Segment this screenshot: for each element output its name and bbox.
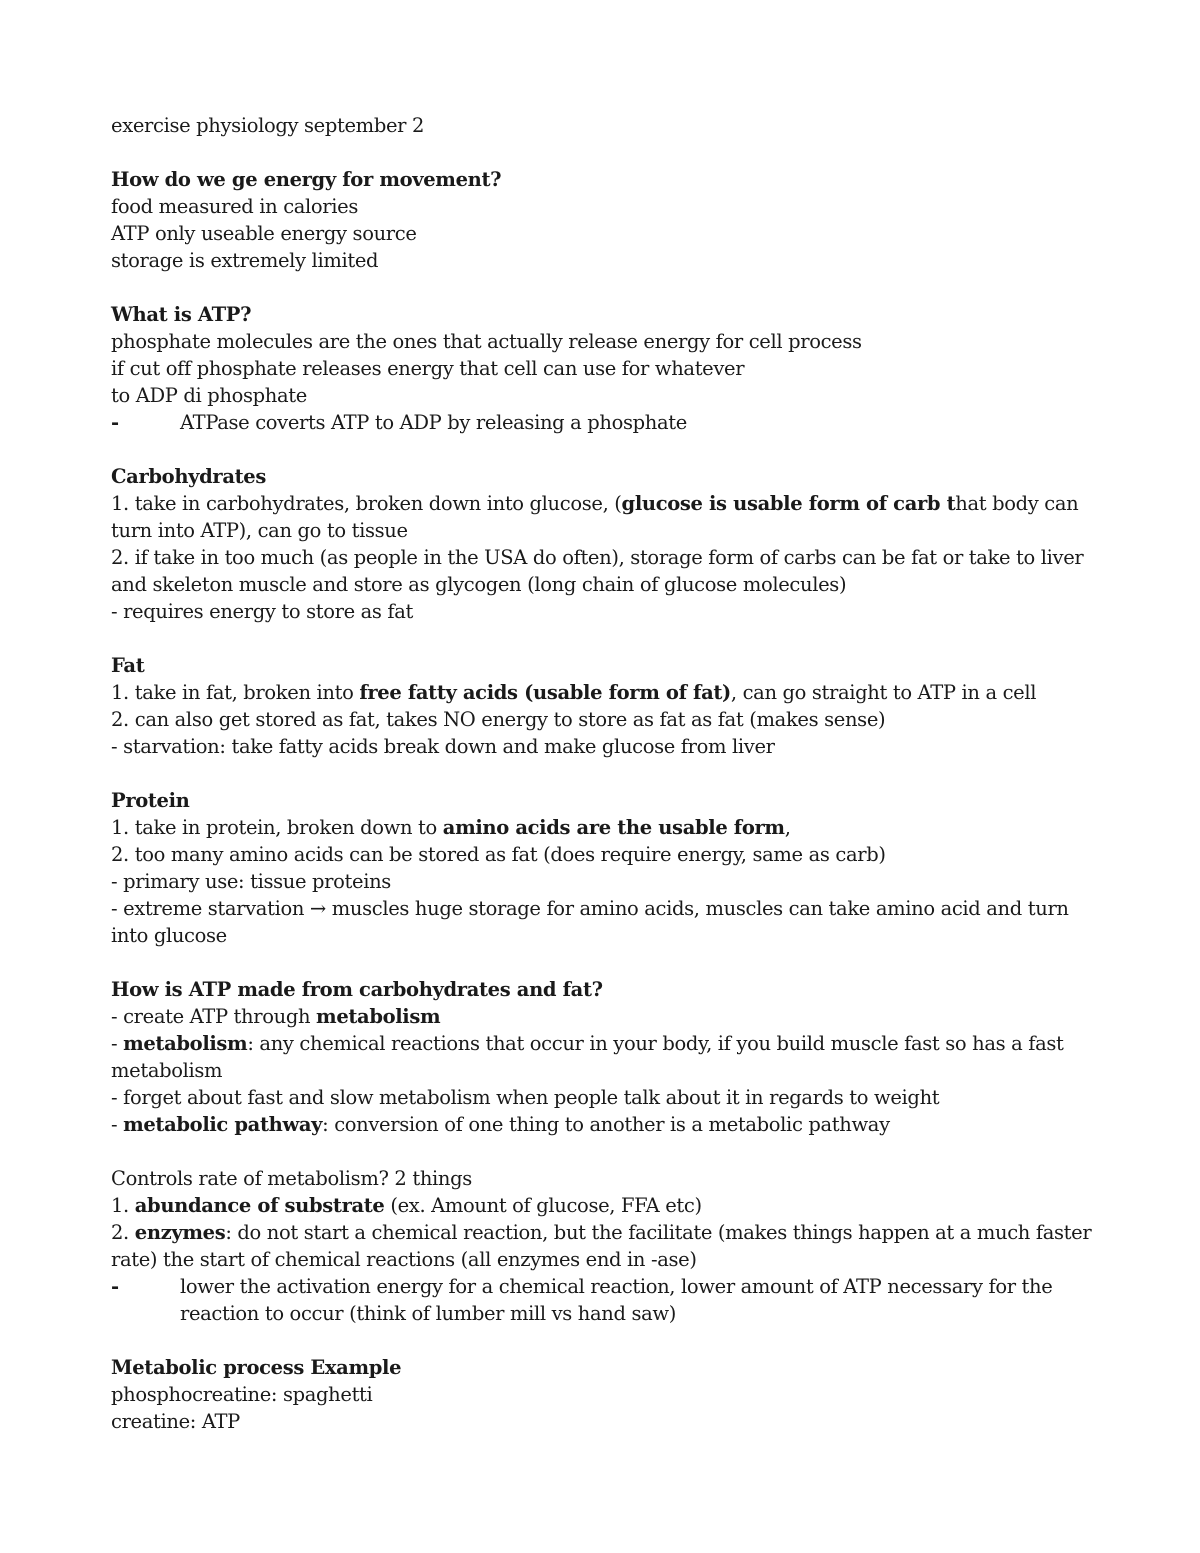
text-span: 1. (111, 1194, 135, 1217)
spacer (111, 1327, 1101, 1354)
text-line: - primary use: tissue proteins (111, 870, 391, 893)
bold-text: metabolic pathway (123, 1113, 323, 1136)
text-span: (ex. Amount of glucose, FFA etc) (384, 1194, 702, 1217)
text-line: - requires energy to store as fat (111, 600, 414, 623)
text-line: - extreme starvation → muscles huge storage for amino acids, muscles can take amino acid and turn into glucose (111, 897, 1075, 947)
bold-text: enzymes (134, 1221, 226, 1244)
text-line: phosphocreatine: spaghetti (111, 1383, 373, 1406)
text-line: ATP only useable energy source (111, 222, 417, 245)
text-span: 2. (111, 1221, 135, 1244)
spacer (111, 436, 1101, 463)
heading-what-is-atp: What is ATP? (111, 303, 252, 326)
text-span: - (111, 1032, 124, 1055)
spacer (111, 1138, 1101, 1165)
spacer (111, 949, 1101, 976)
bullet-dash: - (111, 1275, 119, 1298)
bold-text: abundance of substrate (134, 1194, 385, 1217)
text-line (111, 814, 1101, 841)
text-line (111, 1030, 1101, 1084)
bullet-item (111, 1273, 1101, 1327)
text-span: 1. take in carbohydrates, broken down into glucose, ( (111, 492, 622, 515)
text-line: food measured in calories (111, 195, 359, 218)
text-line: 2. can also get stored as fat, takes NO energy to store as fat as fat (makes sense) (111, 708, 886, 731)
bullet-dash: - (111, 411, 119, 434)
bold-text: glucose is usable form of carb t (621, 492, 956, 515)
text-line (111, 1111, 1101, 1138)
bullet-text: ATPase coverts ATP to ADP by releasing a phosphate (180, 411, 687, 434)
heading-fat: Fat (111, 654, 145, 677)
spacer (111, 274, 1101, 301)
heading-how-is-atp-made: How is ATP made from carbohydrates and fat? (111, 978, 603, 1001)
text-span: hat body can turn into ATP), can go to tissue (111, 492, 1085, 542)
text-span: : conversion of one thing to another is a metabolic pathway (322, 1113, 890, 1136)
bullet-item (111, 409, 1101, 436)
text-span: , (784, 816, 791, 839)
document-title: exercise physiology september 2 (111, 114, 425, 137)
text-line (111, 1219, 1101, 1273)
spacer (111, 625, 1101, 652)
text-line: phosphate molecules are the ones that actually release energy for cell process (111, 330, 862, 353)
text-line: creatine: ATP (111, 1410, 240, 1433)
text-span: : do not start a chemical reaction, but the facilitate (makes things happen at a much faster rate) the start of chemical reactions (all enzymes end in -ase) (111, 1221, 1098, 1271)
heading-protein: Protein (111, 789, 190, 812)
text-line (111, 1192, 1101, 1219)
spacer (111, 760, 1101, 787)
text-span: : any chemical reactions that occur in your body, if you build muscle fast so has a fast metabolism (111, 1032, 1070, 1082)
text-line: - forget about fast and slow metabolism when people talk about it in regards to weight (111, 1086, 940, 1109)
bold-text: metabolism (316, 1005, 441, 1028)
bold-text: free fatty acids (usable form of fat) (359, 681, 731, 704)
bold-text: metabolism (123, 1032, 248, 1055)
bold-text: amino acids are the usable form (442, 816, 785, 839)
document-body (111, 112, 1101, 1435)
text-line: - starvation: take fatty acids break down and make glucose from liver (111, 735, 775, 758)
text-span: - (111, 1113, 124, 1136)
heading-metabolic-process-example: Metabolic process Example (111, 1356, 402, 1379)
heading-carbohydrates: Carbohydrates (111, 465, 266, 488)
text-span: 1. take in fat, broken into (111, 681, 360, 704)
spacer (111, 139, 1101, 166)
text-line (111, 1003, 1101, 1030)
bullet-text: lower the activation energy for a chemical reaction, lower amount of ATP necessary for the reaction to occur (think of lumber mill vs hand saw) (180, 1275, 1053, 1325)
text-line: storage is extremely limited (111, 249, 379, 272)
text-span: - create ATP through (111, 1005, 317, 1028)
text-line: 2. if take in too much (as people in the USA do often), storage form of carbs can be fat or take to liver and skeleton muscle and store as glycogen (long chain of glucose molecules) (111, 546, 1090, 596)
text-span: 1. take in protein, broken down to (111, 816, 443, 839)
text-line (111, 490, 1101, 544)
text-line (111, 679, 1101, 706)
text-line: if cut off phosphate releases energy that cell can use for whatever (111, 357, 745, 380)
text-line-controls-rate: Controls rate of metabolism? 2 things (111, 1167, 472, 1190)
text-span: , can go straight to ATP in a cell (730, 681, 1037, 704)
heading-energy-for-movement: How do we ge energy for movement? (111, 168, 502, 191)
text-line: 2. too many amino acids can be stored as fat (does require energy, same as carb) (111, 843, 886, 866)
text-line: to ADP di phosphate (111, 384, 307, 407)
